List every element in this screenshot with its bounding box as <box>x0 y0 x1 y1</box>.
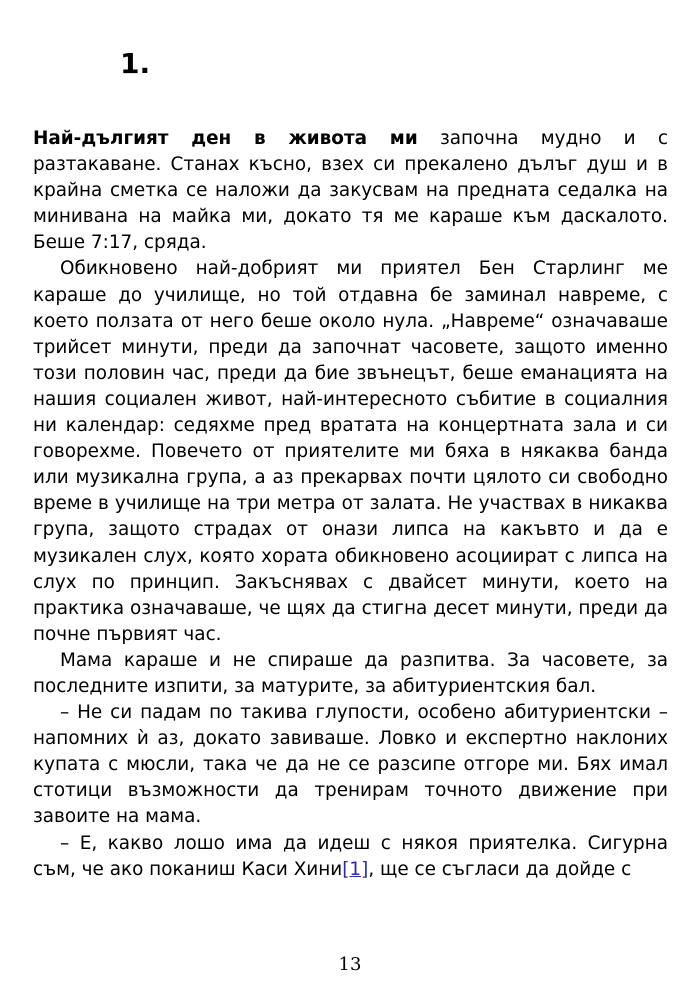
page-number: 13 <box>338 954 362 975</box>
paragraph-3: Мама караше и не спираше да разпитва. За часовете, за последните изпити, за матурите, за абитуриентския бал. <box>33 649 668 697</box>
footnote-link-1[interactable]: [1] <box>342 858 369 880</box>
paragraph-1 <box>33 126 668 256</box>
paragraph-1-text: започна мудно и с разтакаване. Станах късно, взех си прекалено дълъг душ и в крайна сметка се наложи да закусвам на предната седалка на миниванa на майка ми, докато тя ме караше към даскалото. Беше 7:17, сряда. <box>33 128 668 254</box>
paragraph-5-text-after: , ще се съгласи да дойде с <box>368 858 632 880</box>
paragraph-2: Обикновено най-добрият ми приятел Бен Старлинг ме караше до училище, но той отдавна бе заминал навреме, с което ползата от него беше около нула. „Навреме“ означаваше трийсет минути, преди да започнат часовете, защото именно този половин час, преди да бие звънецът, беше еманацията на нашия социален живот, най-интересното събитие в социалния ни календар: седяхме пред вратата на концертната зала и си говорехме. Повечето от приятелите ми бяха в някаква банда или музикална група, а аз прекарвах почти цялото си свободно време в училище на три метра от залата. Не участвах в никаква група, защото страдах от онази липса на какъвто и да е музикален слух, която хората обикновено асоциират с липса на слух по принцип. Закъснявах с двайсет минути, което на практика означаваше, че щях да стигна десет минути, преди да почне първият час. <box>33 258 668 645</box>
paragraph-1-bold-lead: Най-дългият ден в живота ми <box>33 128 418 149</box>
paragraph-4: – Не си падам по такива глупости, особено абитуриентски – напомних ѝ аз, докато завиваше. Ловко и експертно наклоних купата с мюсли, така че да не се разсипе отгоре ми. Бях имал стотици възможности да тренирам точното движение при завоите на мама. <box>33 702 668 828</box>
paragraph-5 <box>33 831 668 883</box>
body-text <box>33 126 668 883</box>
chapter-number: 1. <box>120 47 151 80</box>
paragraph-5-text-before: – Е, какво лошо има да идеш с някоя приятелка. Сигурна съм, че ако поканиш Каси Хини <box>33 832 668 880</box>
